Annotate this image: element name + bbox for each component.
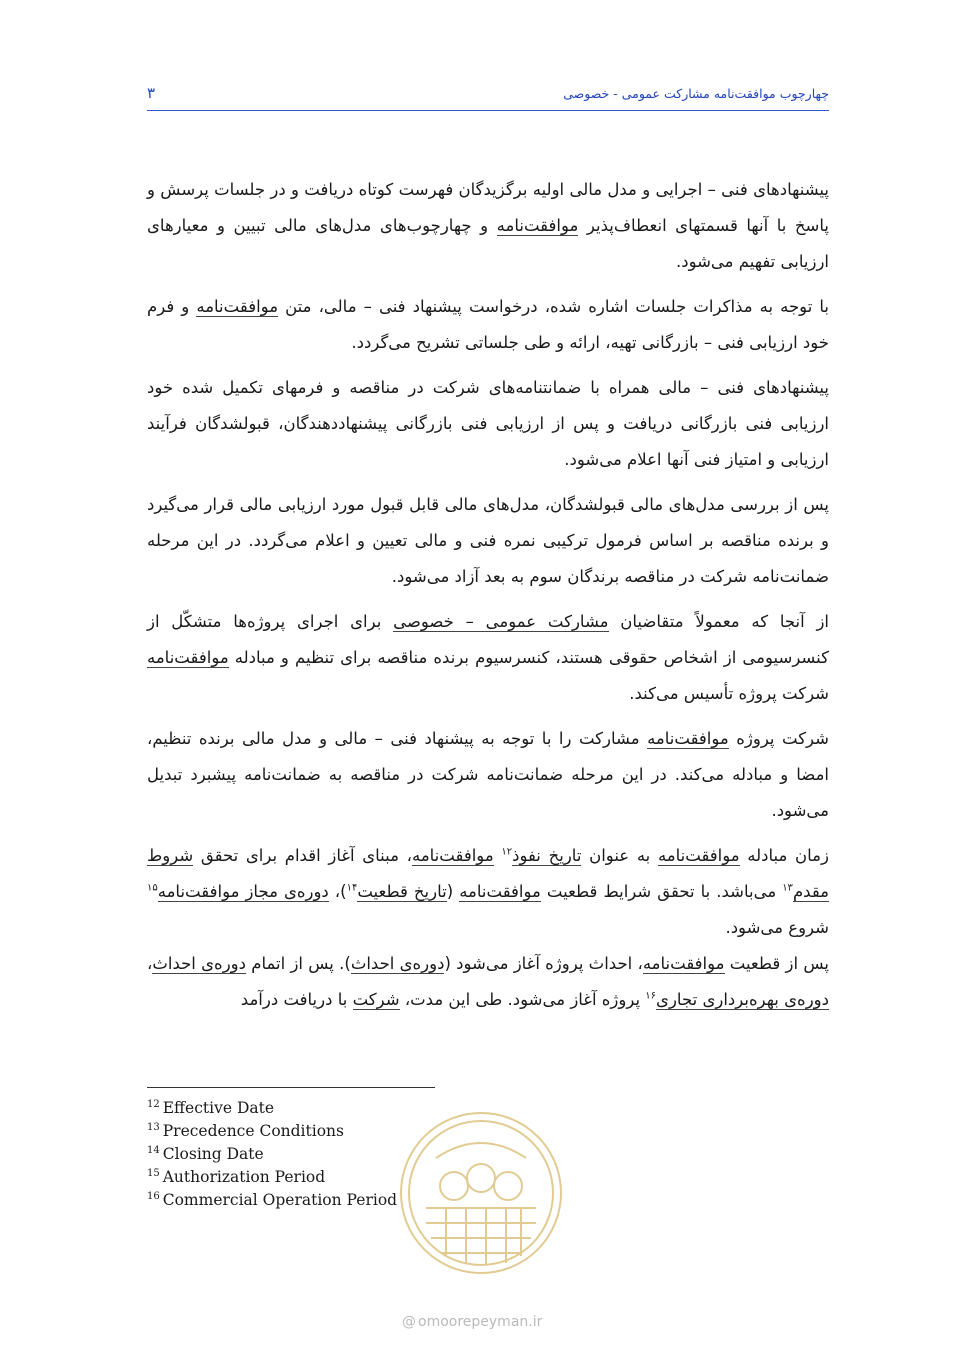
footnote-number: 15 <box>147 1167 160 1179</box>
text-run: شرکت پروژه <box>728 729 829 748</box>
text-run: ). پس از اتمام <box>245 954 351 973</box>
text-run: شرکت پروژه تأسیس می‌کند. <box>629 684 829 703</box>
footnote-ref[interactable]: ۱۳ <box>782 882 793 894</box>
text-run: برای اجرای پروژه‌ها متشکّل از کنسرسیومی از اشخاص حقوقی هستند، کنسرسیوم برنده مناقصه برای تنظیم و مبادله <box>147 612 829 667</box>
paragraph-3: پیشنهادهای فنی – مالی همراه با ضمانتنامه‌های شرکت در مناقصه و فرمهای تکمیل شده خود ارزیابی فنی بازرگانی دریافت و پس از ارزیابی فنی بازرگانی پیشنهاددهندگان، قبولشدگان فرآیند ارزیابی و امتیاز فنی آنها اعلام می‌شود. <box>147 378 829 469</box>
footnote-text: Authorization Period <box>162 1168 326 1186</box>
footnote-ref[interactable]: ۱۲ <box>501 846 513 858</box>
running-title: چهارچوب موافقت‌نامه مشارکت عمومی - خصوصی <box>563 86 829 101</box>
page-number: ۳ <box>147 84 156 102</box>
watermark-url-text: omoorepeyman.ir <box>418 1314 543 1330</box>
text-run: شروع می‌شود. <box>725 918 829 937</box>
glossary-link[interactable]: دوره‌ی بهره‌برداری تجاری <box>656 990 829 1009</box>
text-run: ، <box>147 954 153 973</box>
footnote-number: 13 <box>147 1121 160 1133</box>
paragraph-2 <box>147 289 829 361</box>
glossary-link[interactable]: موافقت‌نامه <box>496 216 579 235</box>
text-run: از آنجا که معمولاً متقاضیان <box>608 612 830 631</box>
footnote-ref[interactable]: ۱۵ <box>147 882 158 894</box>
text-run: با توجه به مذاکرات جلسات اشاره شده، درخواست پیشنهاد فنی – مالی، متن <box>278 297 829 316</box>
footnote-text: Precedence Conditions <box>162 1122 344 1140</box>
watermark-url <box>402 1314 582 1330</box>
glossary-link[interactable]: دوره‌ی مجاز موافقت‌نامه <box>157 882 329 901</box>
paragraph-1 <box>147 172 829 280</box>
paragraph-8 <box>147 946 829 1018</box>
text-run: ( <box>446 882 460 901</box>
glossary-link[interactable]: موافقت‌نامه <box>459 882 541 901</box>
text-run: )، <box>328 882 347 901</box>
text-run: پیشنهادهای فنی – اجرایی و مدل مالی اولیه برگزیدگان فهرست کوتاه دریافت و در جلسات پرسش و پاسخ با آنها قسمتهای انعطاف‌پذیر <box>147 180 829 235</box>
paragraph-6 <box>147 721 829 829</box>
glossary-link[interactable]: موافقت‌نامه <box>147 648 229 667</box>
at-icon: @ <box>402 1314 416 1330</box>
text-run: و فرم خود ارزیابی فنی – بازرگانی تهیه، ارائه و طی جلساتی تشریح می‌گردد. <box>147 297 829 352</box>
footnote-ref[interactable]: ۱۶ <box>645 990 657 1002</box>
footnote-number: 12 <box>147 1098 160 1110</box>
body-text <box>147 172 829 1018</box>
glossary-link[interactable]: موافقت‌نامه <box>411 846 494 865</box>
text-run: ، مبنای آغاز اقدام برای تحقق <box>193 846 412 865</box>
footnote-text: Closing Date <box>162 1145 264 1163</box>
text-run: با دریافت درآمد <box>240 990 353 1009</box>
text-run: ، احداث پروژه آغاز می‌شود ( <box>444 954 643 973</box>
glossary-link[interactable]: تاریخ قطعیت <box>357 882 447 901</box>
watermark-logo-icon <box>396 1108 566 1278</box>
glossary-link[interactable]: موافقت‌نامه <box>642 954 725 973</box>
text-run: پروژه آغاز می‌شود. طی این مدت، <box>399 990 646 1009</box>
text-run: مشارکت را با توجه به پیشنهاد فنی – مالی و مدل مالی برنده تنظیم، امضا و مبادله می‌کند. در این مرحله ضمانت‌نامه شرکت در مناقصه به ضمانت‌نامه پیشبرد تبدیل می‌شود. <box>147 729 829 820</box>
glossary-link[interactable]: دوره‌ی احداث <box>350 954 445 973</box>
paragraph-7 <box>147 838 829 946</box>
glossary-link[interactable]: موافقت‌نامه <box>657 846 740 865</box>
glossary-link[interactable]: موافقت‌نامه <box>647 729 729 748</box>
text-run: به عنوان <box>581 846 658 865</box>
text-run: پس از قطعیت <box>724 954 829 973</box>
footnote-number: 14 <box>147 1144 160 1156</box>
page-header <box>147 84 829 111</box>
footnote-separator <box>147 1087 435 1088</box>
glossary-link[interactable]: موافقت‌نامه <box>196 297 279 316</box>
paragraph-4: پس از بررسی مدل‌های مالی قبولشدگان، مدل‌های مالی قابل قبول مورد ارزیابی مالی قرار می‌گیرد و برنده مناقصه بر اساس فرمول ترکیبی نمره فنی و مالی تعیین و اعلام می‌گردد. در این مرحله ضمانت‌نامه شرکت در مناقصه برندگان سوم به بعد آزاد می‌شود. <box>147 495 829 586</box>
glossary-link[interactable]: شرکت <box>352 990 400 1009</box>
paragraph-5 <box>147 604 829 712</box>
glossary-link[interactable]: دوره‌ی احداث <box>152 954 246 973</box>
glossary-link[interactable]: مشارکت عمومی – خصوصی <box>393 612 609 631</box>
footnote-ref[interactable]: ۱۴ <box>346 882 358 894</box>
text-run: زمان مبادله <box>739 846 829 865</box>
glossary-link[interactable]: تاریخ نفوذ <box>512 846 582 865</box>
text-run: و چهارچوب‌های مدل‌های مالی تبیین و معیارهای ارزیابی تفهیم می‌شود. <box>147 216 829 271</box>
text-run: می‌باشد. با تحقق شرایط قطعیت <box>540 882 783 901</box>
footnote-text: Commercial Operation Period <box>162 1191 398 1209</box>
glossary-link[interactable]: شروط مقدم <box>147 846 829 901</box>
footnote-text: Effective Date <box>162 1099 275 1117</box>
footnote-number: 16 <box>147 1190 160 1202</box>
